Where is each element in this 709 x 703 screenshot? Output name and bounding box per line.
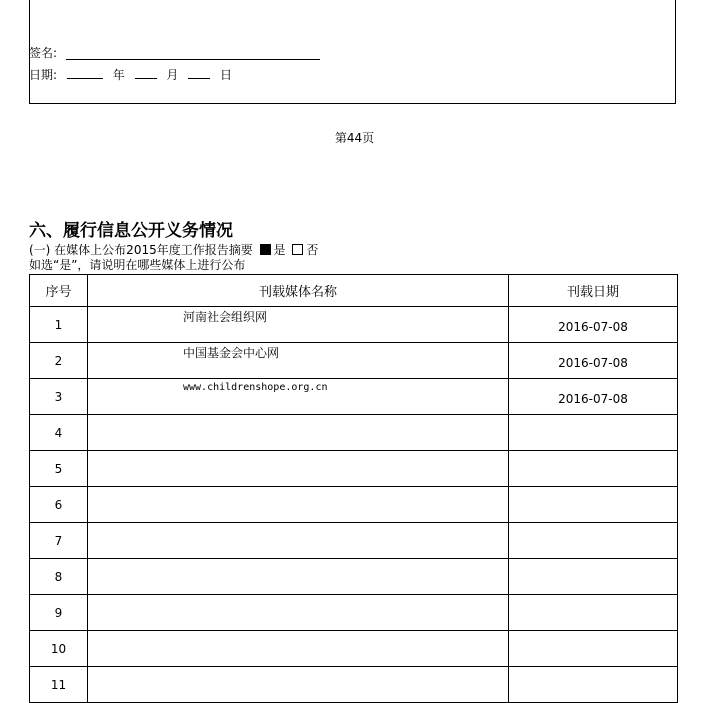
table-row: [30, 379, 678, 415]
media-name-cell: [88, 307, 509, 343]
row-number: 5: [30, 451, 88, 487]
row-number: 6: [30, 487, 88, 523]
month-label: 月: [166, 68, 179, 82]
question-text: (一) 在媒体上公布2015年度工作报告摘要: [29, 243, 253, 257]
media-table: [29, 274, 678, 703]
year-label: 年: [112, 68, 125, 82]
publish-date: 2016-07-08: [509, 343, 678, 379]
media-name: www.childrenshope.org.cn: [183, 382, 328, 393]
row-number: 2: [30, 343, 88, 379]
no-label: 否: [306, 243, 319, 257]
media-name-cell: [88, 343, 509, 379]
instruction-text: 如选“是”，请说明在哪些媒体上进行公布: [29, 258, 246, 272]
table-row: [30, 343, 678, 379]
table-row: [30, 523, 678, 559]
publish-date: [509, 667, 678, 703]
publish-date: [509, 487, 678, 523]
table-row: [30, 451, 678, 487]
signature-date-row: [29, 66, 232, 83]
publish-date: 2016-07-08: [509, 307, 678, 343]
table-row: [30, 631, 678, 667]
table-row: [30, 595, 678, 631]
yes-label: 是: [273, 243, 286, 257]
month-blank: [135, 66, 157, 79]
publish-date: [509, 451, 678, 487]
publish-date: [509, 631, 678, 667]
row-number: 7: [30, 523, 88, 559]
row-number: 8: [30, 559, 88, 595]
row-number: 11: [30, 667, 88, 703]
media-name-cell: [88, 595, 509, 631]
media-name: 河南社会组织网: [183, 310, 268, 324]
date-label: 日期:: [29, 68, 58, 82]
publish-date: [509, 415, 678, 451]
row-number: 9: [30, 595, 88, 631]
header-date: 刊载日期: [509, 275, 678, 307]
table-row: [30, 487, 678, 523]
media-name-cell: [88, 415, 509, 451]
table-row: [30, 559, 678, 595]
publish-question: [29, 243, 318, 257]
header-media: 刊载媒体名称: [88, 275, 509, 307]
media-name-cell: [88, 487, 509, 523]
signature-label: 签名:: [29, 46, 58, 60]
row-number: 4: [30, 415, 88, 451]
publish-date: [509, 595, 678, 631]
media-name-cell: [88, 451, 509, 487]
publish-date: [509, 523, 678, 559]
media-name: 中国基金会中心网: [183, 346, 280, 360]
media-name-cell: [88, 523, 509, 559]
row-number: 1: [30, 307, 88, 343]
table-row: [30, 307, 678, 343]
no-checkbox[interactable]: [292, 244, 303, 255]
row-number: 10: [30, 631, 88, 667]
signature-box: [29, 0, 676, 104]
table-header-row: [30, 275, 678, 307]
signature-blank: [66, 59, 320, 60]
day-label: 日: [220, 68, 233, 82]
year-blank: [67, 66, 103, 79]
media-name-cell: [88, 559, 509, 595]
media-name-cell: [88, 667, 509, 703]
row-number: 3: [30, 379, 88, 415]
publish-date: [509, 559, 678, 595]
page-number: 第44页: [334, 131, 375, 145]
media-name-cell: [88, 631, 509, 667]
media-name-cell: [88, 379, 509, 415]
yes-checkbox[interactable]: [260, 244, 271, 255]
publish-date: 2016-07-08: [509, 379, 678, 415]
table-row: [30, 667, 678, 703]
section-title: 六、履行信息公开义务情况: [29, 221, 233, 241]
day-blank: [188, 66, 210, 79]
table-row: [30, 415, 678, 451]
header-no: 序号: [30, 275, 88, 307]
